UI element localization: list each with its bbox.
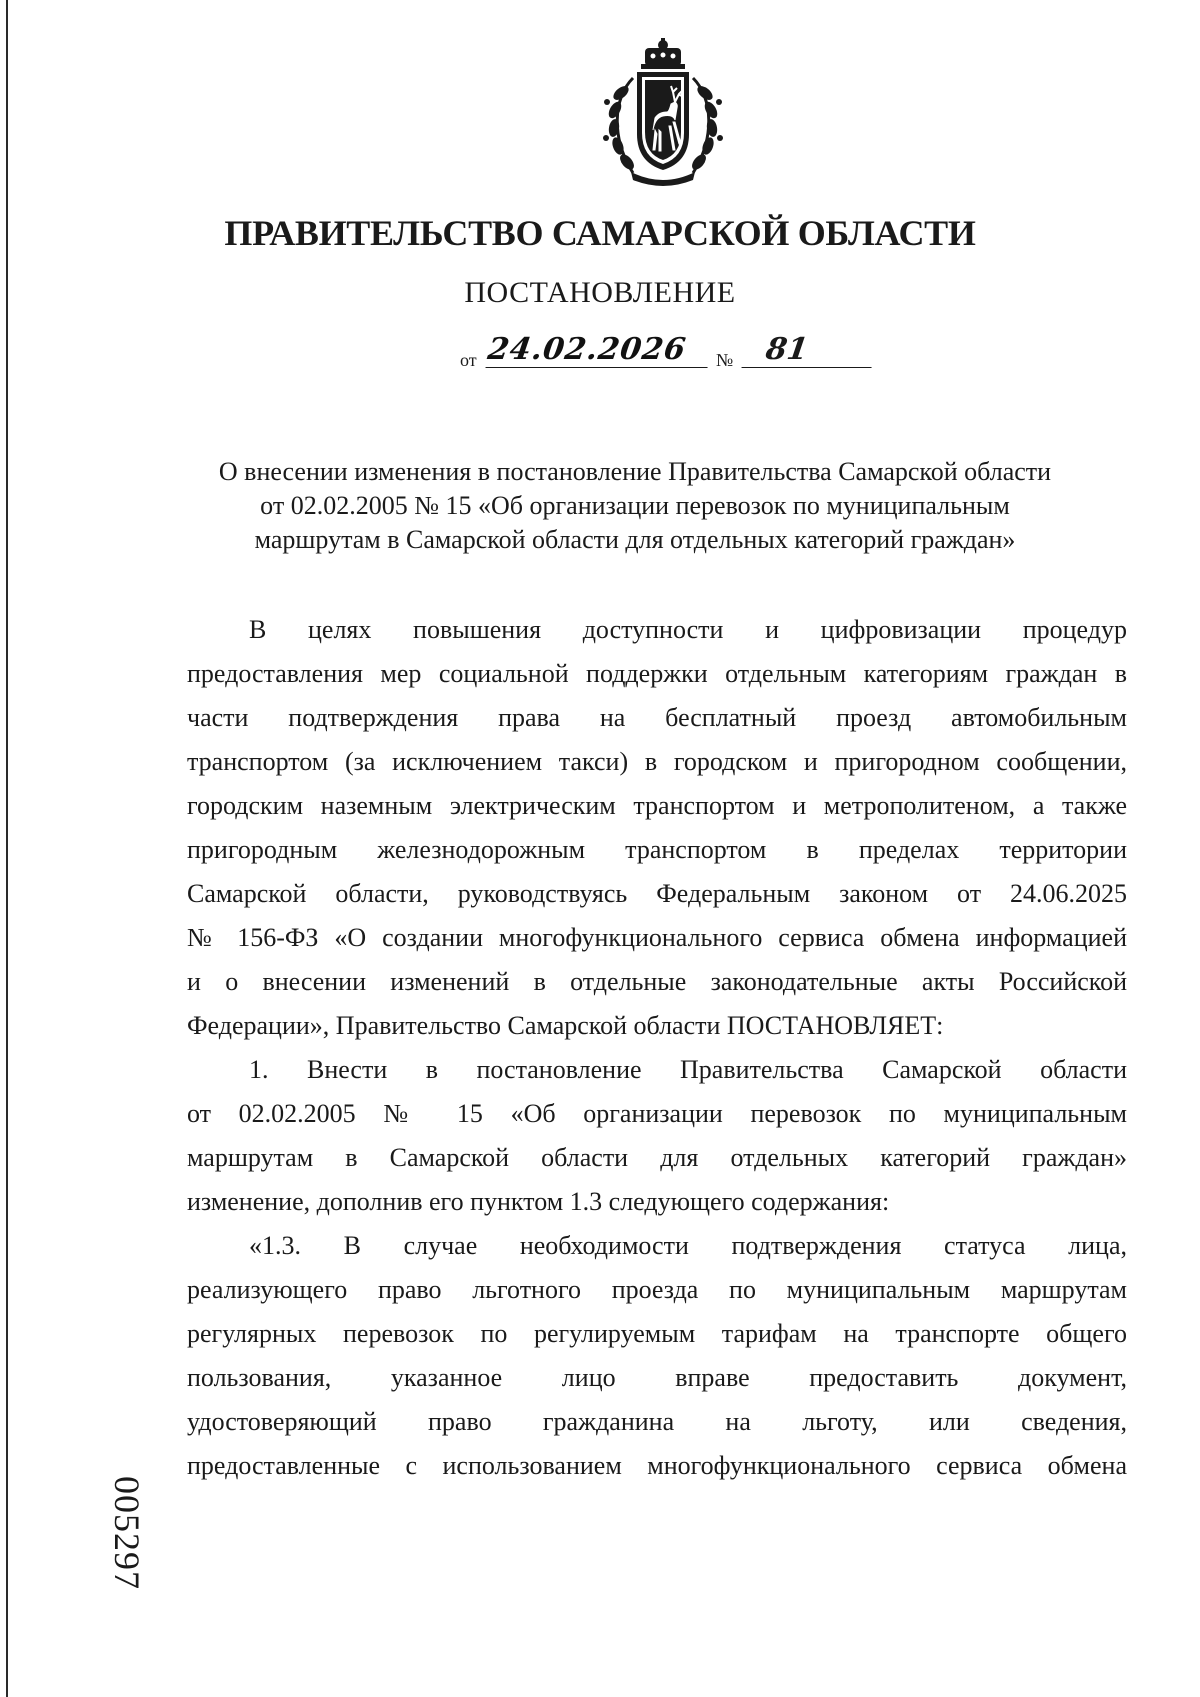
body-line: пользования, указанное лицо вправе предоставить документ, — [187, 1363, 1127, 1392]
body-line: 1. Внести в постановление Правительства Самарской области — [249, 1055, 1127, 1084]
body-line: предоставленные с использованием многофункционального сервиса обмена — [187, 1451, 1127, 1480]
body-line: от 02.02.2005 № 15 «Об организации перевозок по муниципальным — [187, 1099, 1127, 1128]
document-subject — [150, 455, 1120, 557]
body-line: части подтверждения права на бесплатный проезд автомобильным — [187, 703, 1127, 732]
date-number-line — [460, 330, 860, 380]
body-line: изменение, дополнив его пунктом 1.3 следующего содержания: — [187, 1187, 890, 1216]
number-prefix: № — [716, 350, 734, 370]
body-line: Федерации», Правительство Самарской области ПОСТАНОВЛЯЕТ: — [187, 1011, 944, 1040]
page-edge — [6, 0, 8, 1697]
subject-line: маршрутам в Самарской области для отдельных категорий граждан» — [254, 525, 1016, 554]
body-line: регулярных перевозок по регулируемым тарифам на транспорте общего — [187, 1319, 1127, 1348]
body-line: Самарской области, руководствуясь Федеральным законом от 24.06.2025 — [187, 879, 1127, 908]
body-line: № 156-ФЗ «О создании многофункционального сервиса обмена информацией — [187, 923, 1127, 952]
government-title: ПРАВИТЕЛЬСТВО САМАРСКОЙ ОБЛАСТИ — [224, 213, 976, 253]
body-line: удостоверяющий право гражданина на льготу, или сведения, — [187, 1407, 1127, 1436]
document-date: 24.02.2026 — [485, 332, 712, 368]
body-line: маршрутам в Самарской области для отдельных категорий граждан» — [187, 1143, 1127, 1172]
body-line: пригородным железнодорожным транспортом в пределах территории — [187, 835, 1127, 864]
document-type: ПОСТАНОВЛЕНИЕ — [464, 276, 736, 309]
date-prefix: от — [460, 350, 477, 370]
subject-line: от 02.02.2005 № 15 «Об организации перевозок по муниципальным — [260, 491, 1010, 520]
subject-line: О внесении изменения в постановление Правительства Самарской области — [218, 457, 1052, 486]
body-line: и о внесении изменений в отдельные законодательные акты Российской — [187, 967, 1127, 996]
body-line: реализующего право льготного проезда по муниципальным маршрутам — [187, 1275, 1127, 1304]
document-number: 81 — [741, 332, 876, 368]
body-line: городским наземным электрическим транспортом и метрополитеном, а также — [187, 791, 1127, 820]
coat-of-arms-emblem — [593, 38, 733, 188]
body-line: В целях повышения доступности и цифровизации процедур — [249, 615, 1127, 644]
body-line: «1.3. В случае необходимости подтверждения статуса лица, — [249, 1231, 1127, 1260]
body-line: предоставления мер социальной поддержки отдельным категориям граждан в — [187, 659, 1127, 688]
side-serial-number: 005297 — [107, 1476, 147, 1590]
body-line: транспортом (за исключением такси) в городском и пригородном сообщении, — [187, 747, 1127, 776]
